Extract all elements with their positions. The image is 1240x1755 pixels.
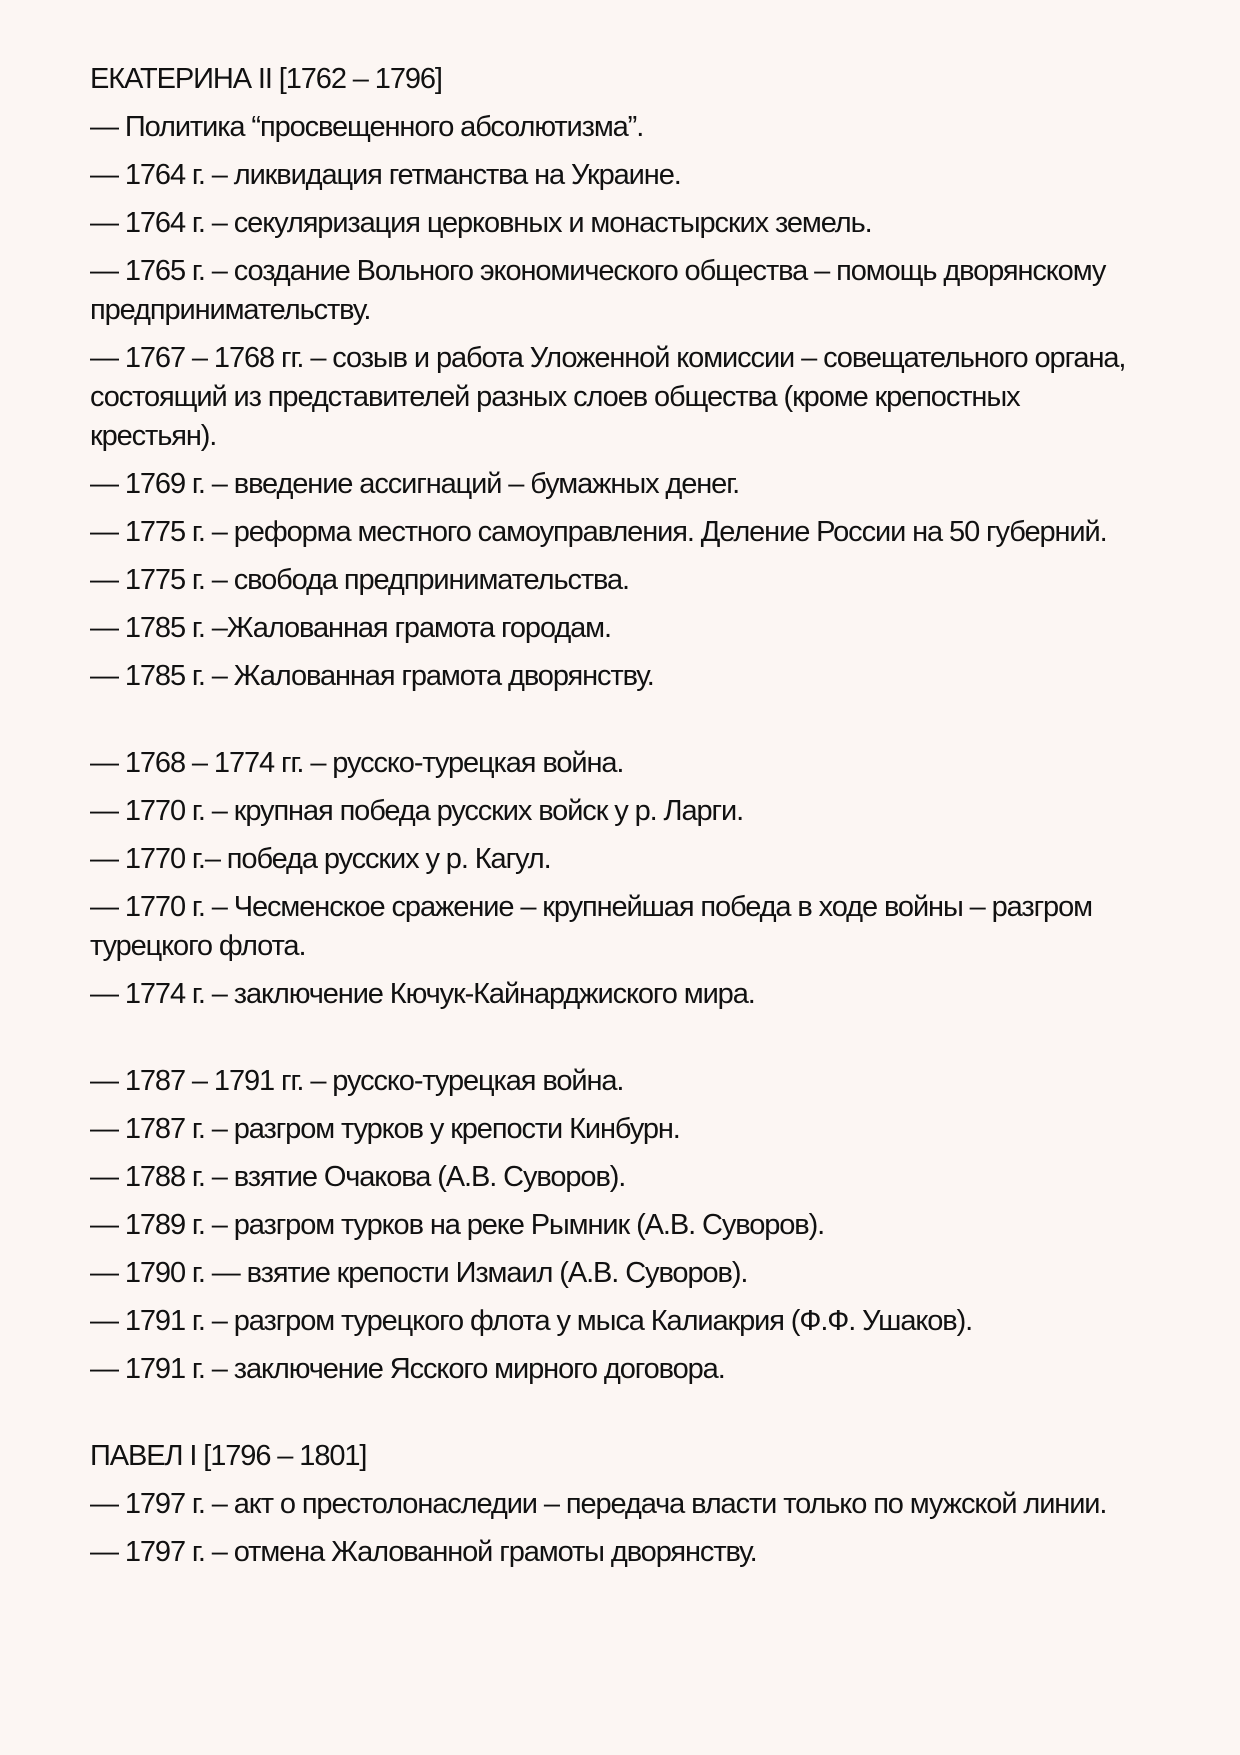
timeline-entry: — 1797 г. – акт о престолонаследии – передача власти только по мужской линии. — [90, 1488, 1107, 1520]
ruler-heading: ПАВЕЛ I [1796 – 1801] — [90, 1440, 367, 1472]
timeline-entry: — 1774 г. – заключение Кючук-Кайнарджиского мира. — [90, 978, 755, 1010]
timeline-entry: — 1770 г.– победа русских у р. Кагул. — [90, 843, 551, 875]
timeline-entry: — 1770 г. – крупная победа русских войск у р. Ларги. — [90, 795, 744, 827]
section-paul-reign — [90, 1437, 1130, 1572]
timeline-entry: — 1775 г. – свобода предпринимательства. — [90, 564, 630, 596]
section-first-turkish-war — [90, 744, 1130, 1014]
ruler-heading: ЕКАТЕРИНА II [1762 – 1796] — [90, 63, 442, 95]
timeline-entry: — 1787 – 1791 гг. – русско-турецкая война. — [90, 1065, 624, 1097]
timeline-entry: — 1764 г. – секуляризация церковных и монастырских земель. — [90, 207, 872, 239]
section-catherine-reforms — [90, 60, 1130, 696]
timeline-entry: — 1770 г. – Чесменское сражение – крупнейшая победа в ходе войны – разгром турецкого флота. — [90, 891, 1092, 962]
timeline-entry: — 1775 г. – реформа местного самоуправления. Деление России на 50 губерний. — [90, 516, 1107, 548]
timeline-entry: — 1791 г. – заключение Ясского мирного договора. — [90, 1353, 725, 1385]
timeline-entry: — 1790 г. — взятие крепости Измаил (А.В. Суворов). — [90, 1257, 748, 1289]
timeline-entry: — 1764 г. – ликвидация гетманства на Украине. — [90, 159, 681, 191]
timeline-entry: — Политика “просвещенного абсолютизма”. — [90, 111, 644, 143]
timeline-entry: — 1785 г. –Жалованная грамота городам. — [90, 612, 611, 644]
timeline-entry: — 1767 – 1768 гг. – созыв и работа Уложенной комиссии – совещательного органа, состоящий из представителей разных слоев общества (кроме крепостных крестьян). — [90, 342, 1126, 452]
timeline-entry: — 1788 г. – взятие Очакова (А.В. Суворов). — [90, 1161, 626, 1193]
timeline-entry: — 1769 г. – введение ассигнаций – бумажных денег. — [90, 468, 740, 500]
timeline-entry: — 1789 г. – разгром турков на реке Рымник (А.В. Суворов). — [90, 1209, 825, 1241]
timeline-entry: — 1765 г. – создание Вольного экономического общества – помощь дворянскому предпринимательству. — [90, 255, 1106, 326]
timeline-entry: — 1785 г. – Жалованная грамота дворянству. — [90, 660, 654, 692]
section-second-turkish-war — [90, 1062, 1130, 1389]
timeline-entry: — 1787 г. – разгром турков у крепости Кинбурн. — [90, 1113, 680, 1145]
timeline-entry: — 1797 г. – отмена Жалованной грамоты дворянству. — [90, 1536, 757, 1568]
timeline-entry: — 1768 – 1774 гг. – русско-турецкая война. — [90, 747, 624, 779]
timeline-entry: — 1791 г. – разгром турецкого флота у мыса Калиакрия (Ф.Ф. Ушаков). — [90, 1305, 973, 1337]
